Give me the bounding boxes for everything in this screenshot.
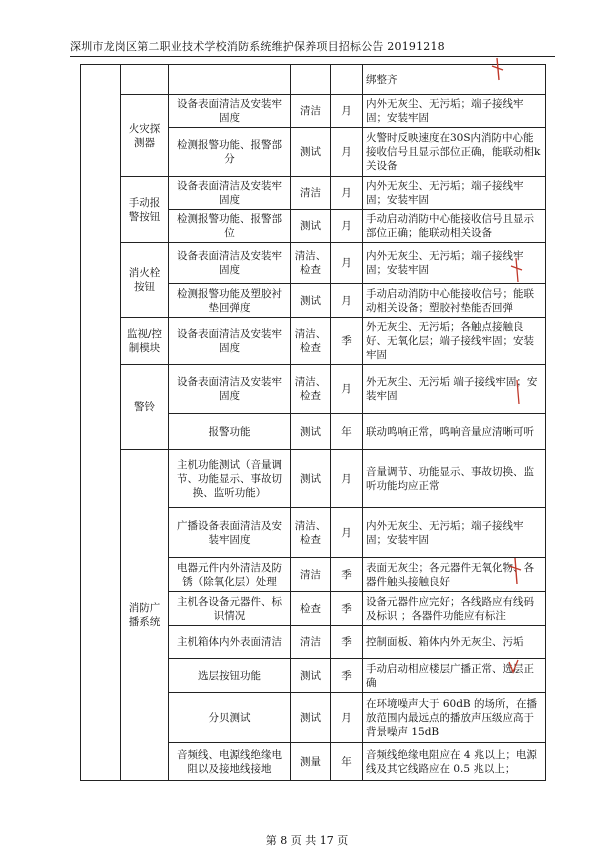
system-name-alarm-bell: 警铃	[121, 365, 169, 450]
method-cell: 测试	[291, 659, 331, 693]
item-cell: 广播设备表面清洁及安装牢固度	[169, 508, 291, 558]
item-cell: 检测报警功能及塑胶衬垫回弹度	[169, 284, 291, 318]
table-row	[81, 365, 546, 414]
method-cell: 清洁	[291, 95, 331, 128]
cycle-cell: 月	[331, 243, 363, 284]
item-cell: 主机功能测试（音量调节、功能显示、事故切换、监听功能）	[169, 450, 291, 508]
requirement-cell: 外无灰尘、无污垢；各触点接触良好、无氧化层；端子接线牢固；安装牢固	[363, 318, 546, 365]
method-cell: 清洁、检查	[291, 365, 331, 414]
method-cell: 测试	[291, 284, 331, 318]
method-cell: 清洁	[291, 177, 331, 210]
maintenance-table	[80, 64, 546, 781]
item-cell: 分贝测试	[169, 693, 291, 743]
cycle-cell: 月	[331, 128, 363, 177]
system-name-monitor-control-module: 监视/控制模块	[121, 318, 169, 365]
requirement-cell: 手动启动消防中心能接收信号；能联动相关设备；塑胶衬垫能否回弹	[363, 284, 546, 318]
cycle-cell: 月	[331, 450, 363, 508]
cycle-cell: 月	[331, 365, 363, 414]
method-cell: 测试	[291, 414, 331, 450]
cycle-cell: 月	[331, 95, 363, 128]
table-row	[81, 177, 546, 210]
method-cell: 测量	[291, 743, 331, 781]
method-cell: 测试	[291, 210, 331, 243]
header-rule	[70, 56, 555, 57]
table-row	[81, 95, 546, 128]
requirement-cell: 音量调节、功能显示、事故切换、监听功能均应正常	[363, 450, 546, 508]
cycle-cell: 年	[331, 414, 363, 450]
requirement-cell: 表面无灰尘；各元器件无氧化物、各器件触头接触良好	[363, 558, 546, 592]
table-row	[81, 243, 546, 284]
cycle-cell: 季	[331, 592, 363, 626]
cycle-cell: 季	[331, 659, 363, 693]
requirement-cell: 绑整齐	[363, 65, 546, 95]
cycle-cell: 季	[331, 558, 363, 592]
cycle-cell: 月	[331, 693, 363, 743]
item-cell: 报警功能	[169, 414, 291, 450]
cycle-cell: 月	[331, 508, 363, 558]
item-cell: 主机箱体内外表面清洁	[169, 626, 291, 659]
item-cell: 检测报警功能、报警部分	[169, 128, 291, 177]
method-cell: 测试	[291, 450, 331, 508]
requirement-cell: 外无灰尘、无污垢 端子接线牢固；安装牢固	[363, 365, 546, 414]
method-cell: 清洁	[291, 558, 331, 592]
item-cell: 设备表面清洁及安装牢固度	[169, 243, 291, 284]
method-cell	[291, 65, 331, 95]
item-cell: 电器元件内外清洁及防锈（除氧化层）处理	[169, 558, 291, 592]
requirement-cell: 火警时反映速度在30S内消防中心能接收信号且显示部位正确，能联动相k关设备	[363, 128, 546, 177]
item-cell: 音频线、电源线绝缘电阻以及接地线接地	[169, 743, 291, 781]
system-name-manual-alarm-button: 手动报警按钮	[121, 177, 169, 243]
method-cell: 测试	[291, 693, 331, 743]
page-header: 深圳市龙岗区第二职业技术学校消防系统维护保养项目招标公告 20191218	[70, 40, 445, 53]
item-cell: 设备表面清洁及安装牢固度	[169, 365, 291, 414]
requirement-cell: 控制面板、箱体内外无灰尘、污垢	[363, 626, 546, 659]
cycle-cell: 年	[331, 743, 363, 781]
cycle-cell: 月	[331, 284, 363, 318]
table-row	[81, 318, 546, 365]
system-name-fire-broadcast: 消防广播系统	[121, 450, 169, 781]
method-cell: 清洁、检查	[291, 508, 331, 558]
item-cell: 检测报警功能、报警部位	[169, 210, 291, 243]
cycle-cell: 月	[331, 210, 363, 243]
requirement-cell: 设备元器件应完好；各线路应有线码及标识 ；各器件功能应有标注	[363, 592, 546, 626]
requirement-cell: 内外无灰尘、无污垢；端子接线牢固；安装牢固	[363, 177, 546, 210]
cycle-cell: 季	[331, 318, 363, 365]
cycle-cell: 月	[331, 177, 363, 210]
system-name-hydrant-button: 消火栓按钮	[121, 243, 169, 318]
requirement-cell: 音频线绝缘电阻应在 4 兆以上；电源线及其它线路应在 0.5 兆以上；	[363, 743, 546, 781]
table-row	[81, 65, 546, 95]
item-cell: 设备表面清洁及安装牢固度	[169, 95, 291, 128]
system-cell-empty	[121, 65, 169, 95]
requirement-cell: 内外无灰尘、无污垢；端子接线牢固；安装牢固	[363, 243, 546, 284]
method-cell: 检查	[291, 592, 331, 626]
method-cell: 清洁	[291, 626, 331, 659]
page-footer: 第 8 页 共 17 页	[265, 834, 349, 847]
requirement-cell: 手动启动相应楼层广播正常、选层正确	[363, 659, 546, 693]
item-cell: 主机各设备元器件、标识情况	[169, 592, 291, 626]
cycle-cell	[331, 65, 363, 95]
method-cell: 清洁、检查	[291, 318, 331, 365]
requirement-cell: 在环境噪声大于 60dB 的场所，在播放范围内最远点的播放声压级应高于背景噪声 15dB	[363, 693, 546, 743]
requirement-cell: 内外无灰尘、无污垢；端子接线牢固；安装牢固	[363, 95, 546, 128]
requirement-cell: 手动启动消防中心能接收信号且显示部位正确；能联动相关设备	[363, 210, 546, 243]
item-cell: 选层按钮功能	[169, 659, 291, 693]
requirement-cell: 内外无灰尘、无污垢；端子接线牢固；安装牢固	[363, 508, 546, 558]
table-row	[81, 450, 546, 508]
cycle-cell: 季	[331, 626, 363, 659]
item-cell: 设备表面清洁及安装牢固度	[169, 318, 291, 365]
method-cell: 测试	[291, 128, 331, 177]
method-cell: 清洁、检查	[291, 243, 331, 284]
group-cell-empty	[81, 65, 121, 781]
item-cell	[169, 65, 291, 95]
requirement-cell: 联动鸣响正常，鸣响音量应清晰可听	[363, 414, 546, 450]
item-cell: 设备表面清洁及安装牢固度	[169, 177, 291, 210]
system-name-fire-detector: 火灾探测器	[121, 95, 169, 177]
